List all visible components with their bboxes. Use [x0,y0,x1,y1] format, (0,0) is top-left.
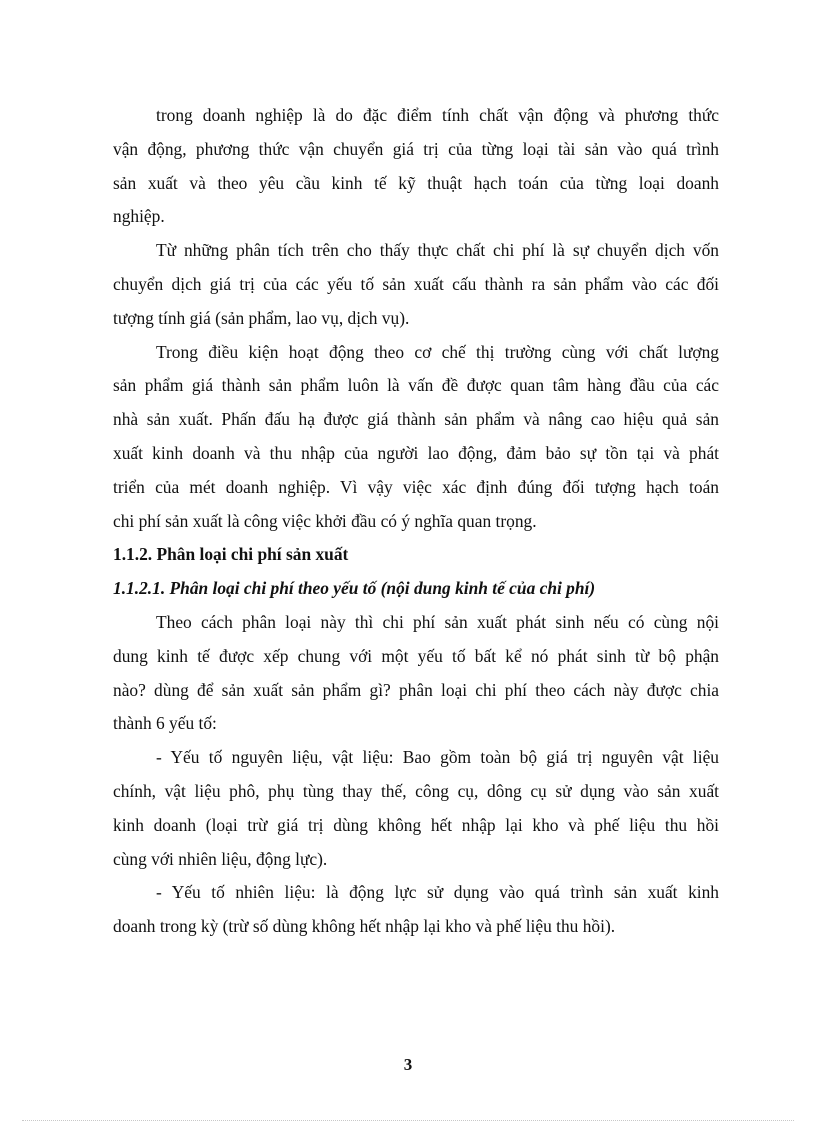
text-line: nào? dùng để sản xuất sản phẩm gì? phân loại chi phí theo cách này được chia [113,679,719,700]
page-body [113,99,719,944]
paragraph [113,99,719,234]
text-line: tượng tính giá (sản phẩm, lao vụ, dịch vụ). [113,307,410,328]
text-line: chuyển dịch giá trị của các yếu tố sản xuất cấu thành ra sản phẩm vào các đối [113,273,719,294]
text-line: triển của mét doanh nghiệp. Vì vậy việc xác định đúng đối tượng hạch toán [113,476,719,497]
text-line: trong doanh nghiệp là do đặc điểm tính chất vận động và phương thức [156,105,719,125]
text-line: xuất kinh doanh và thu nhập của người lao động, đảm bảo sự tồn tại và phát [113,442,719,463]
section-heading: 1.1.2. Phân loại chi phí sản xuất [113,544,349,565]
text-line: sản phẩm giá thành sản phẩm luôn là vấn đề được quan tâm hàng đầu của các [113,375,719,396]
paragraph [113,876,719,944]
text-line: kinh doanh (loại trừ giá trị dùng không hết nhập lại kho và phế liệu thu hồi [113,814,719,835]
text-line: doanh trong kỳ (trừ số dùng không hết nhập lại kho và phế liệu thu hồi). [113,916,616,937]
text-line: cùng với nhiên liệu, động lực). [113,848,328,869]
page-edge-divider [22,1120,794,1121]
text-line: sản xuất và theo yêu cầu kinh tế kỹ thuật hạch toán của từng loại doanh [113,172,719,193]
text-line: Theo cách phân loại này thì chi phí sản xuất phát sinh nếu có cùng nội [156,611,719,632]
text-line: nghiệp. [113,206,165,227]
text-line: vận động, phương thức vận chuyển giá trị của từng loại tài sản vào quá trình [113,138,719,159]
subsection-heading: 1.1.2.1. Phân loại chi phí theo yếu tố (nội dung kinh tế của chi phí) [113,578,596,599]
text-line: thành 6 yếu tố: [113,713,217,734]
page-number: 3 [403,1055,413,1074]
text-line: Trong điều kiện hoạt động theo cơ chế thị trường cùng với chất lượng [156,341,719,362]
text-line: dung kinh tế được xếp chung với một yếu tố bất kể nó phát sinh từ bộ phận [113,645,719,666]
paragraph [113,741,719,876]
text-line: Từ những phân tích trên cho thấy thực chất chi phí là sự chuyển dịch vốn [156,240,719,261]
paragraph [113,234,719,335]
text-line: chi phí sản xuất là công việc khởi đầu có ý nghĩa quan trọng. [113,510,537,531]
text-line: nhà sản xuất. Phấn đấu hạ được giá thành sản phẩm và nâng cao hiệu quả sản [113,409,719,430]
paragraph [113,606,719,741]
text-line: chính, vật liệu phô, phụ tùng thay thế, công cụ, dông cụ sử dụng vào sản xuất [113,780,719,801]
text-line: - Yếu tố nguyên liệu, vật liệu: Bao gồm toàn bộ giá trị nguyên vật liệu [156,747,719,768]
paragraph [113,336,719,539]
text-line: - Yếu tố nhiên liệu: là động lực sử dụng vào quá trình sản xuất kinh [156,882,719,903]
